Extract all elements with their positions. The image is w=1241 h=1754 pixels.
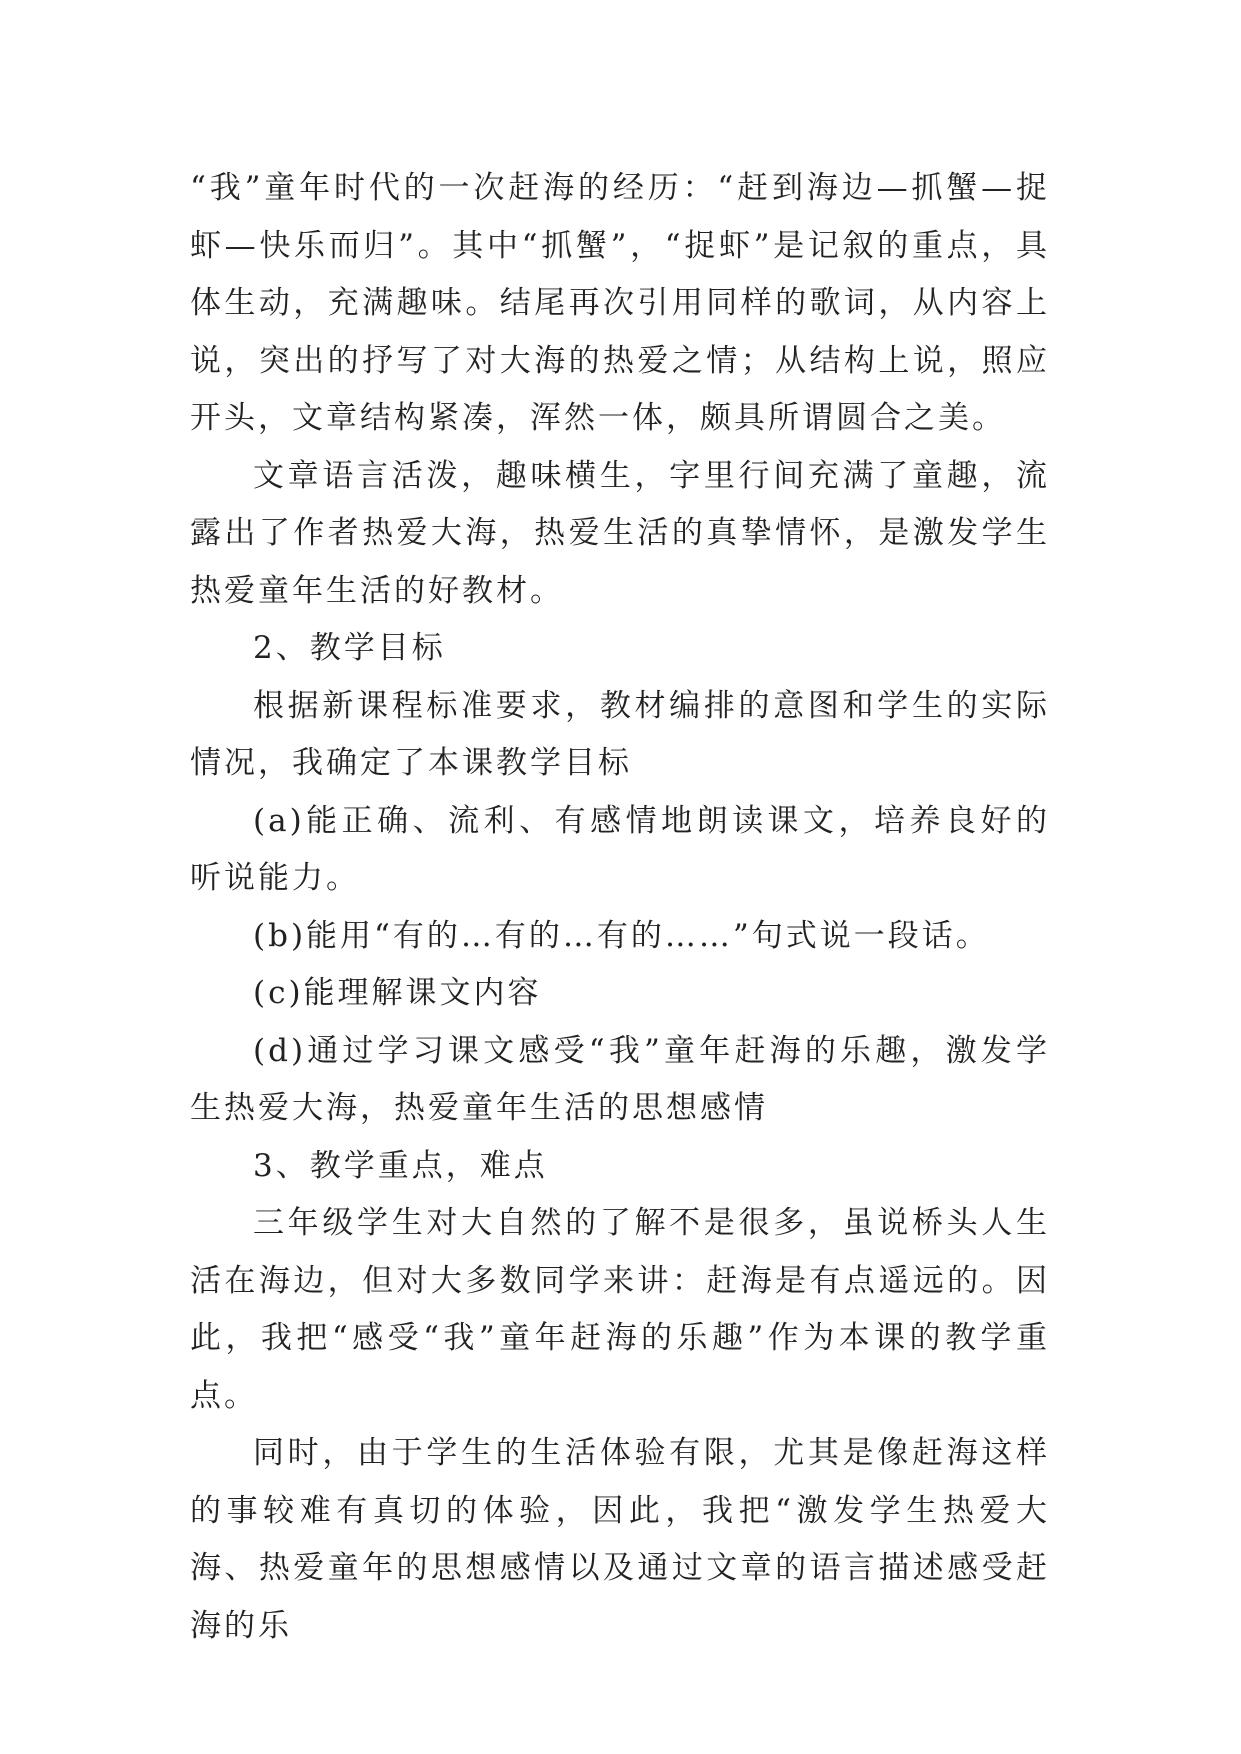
goal-item-d: (d)通过学习课文感受“我”童年赶海的乐趣，激发学生热爱大海，热爱童年生活的思想感情 [190,1032,1050,1126]
goal-item-a: (a)能正确、流利、有感情地朗读课文，培养良好的听说能力。 [190,802,1050,896]
heading-key-points: 3、教学重点，难点 [253,1147,548,1184]
paragraph-structure-summary: “我”童年时代的一次赶海的经历：“赶到海边—抓蟹—捉虾—快乐而归”。其中“抓蟹”，“捉虾”是记叙的重点，具体生动，充满趣味。结尾再次引用同样的歌词，从内容上说，突出的抒写了对大海的热爱之情；从结构上说，照应开头，文章结构紧凑，浑然一体，颇具所谓圆合之美。 [190,170,1050,436]
goal-item-c: (c)能理解课文内容 [253,975,542,1011]
paragraph-language-style: 文章语言活泼，趣味横生，字里行间充满了童趣，流露出了作者热爱大海，热爱生活的真挚情怀，是激发学生热爱童年生活的好教材。 [190,457,1050,609]
heading-teaching-goals: 2、教学目标 [253,630,446,666]
paragraph-difficult-point: 同时，由于学生的生活体验有限，尤其是像赶海这样的事较难有真切的体验，因此，我把“激发学生热爱大海、热爱童年的思想感情以及通过文章的语言描述感受赶海的乐 [190,1435,1050,1644]
goal-item-b: (b)能用“有的…有的…有的……”句式说一段话。 [253,917,990,954]
paragraph-key-point: 三年级学生对大自然的了解不是很多，虽说桥头人生活在海边，但对大多数同学来讲：赶海是有点遥远的。因此，我把“感受“我”童年赶海的乐趣”作为本课的教学重点。 [190,1205,1050,1414]
document-body [190,160,1050,1655]
paragraph-goals-intro: 根据新课程标准要求，教材编排的意图和学生的实际情况，我确定了本课教学目标 [190,687,1050,781]
